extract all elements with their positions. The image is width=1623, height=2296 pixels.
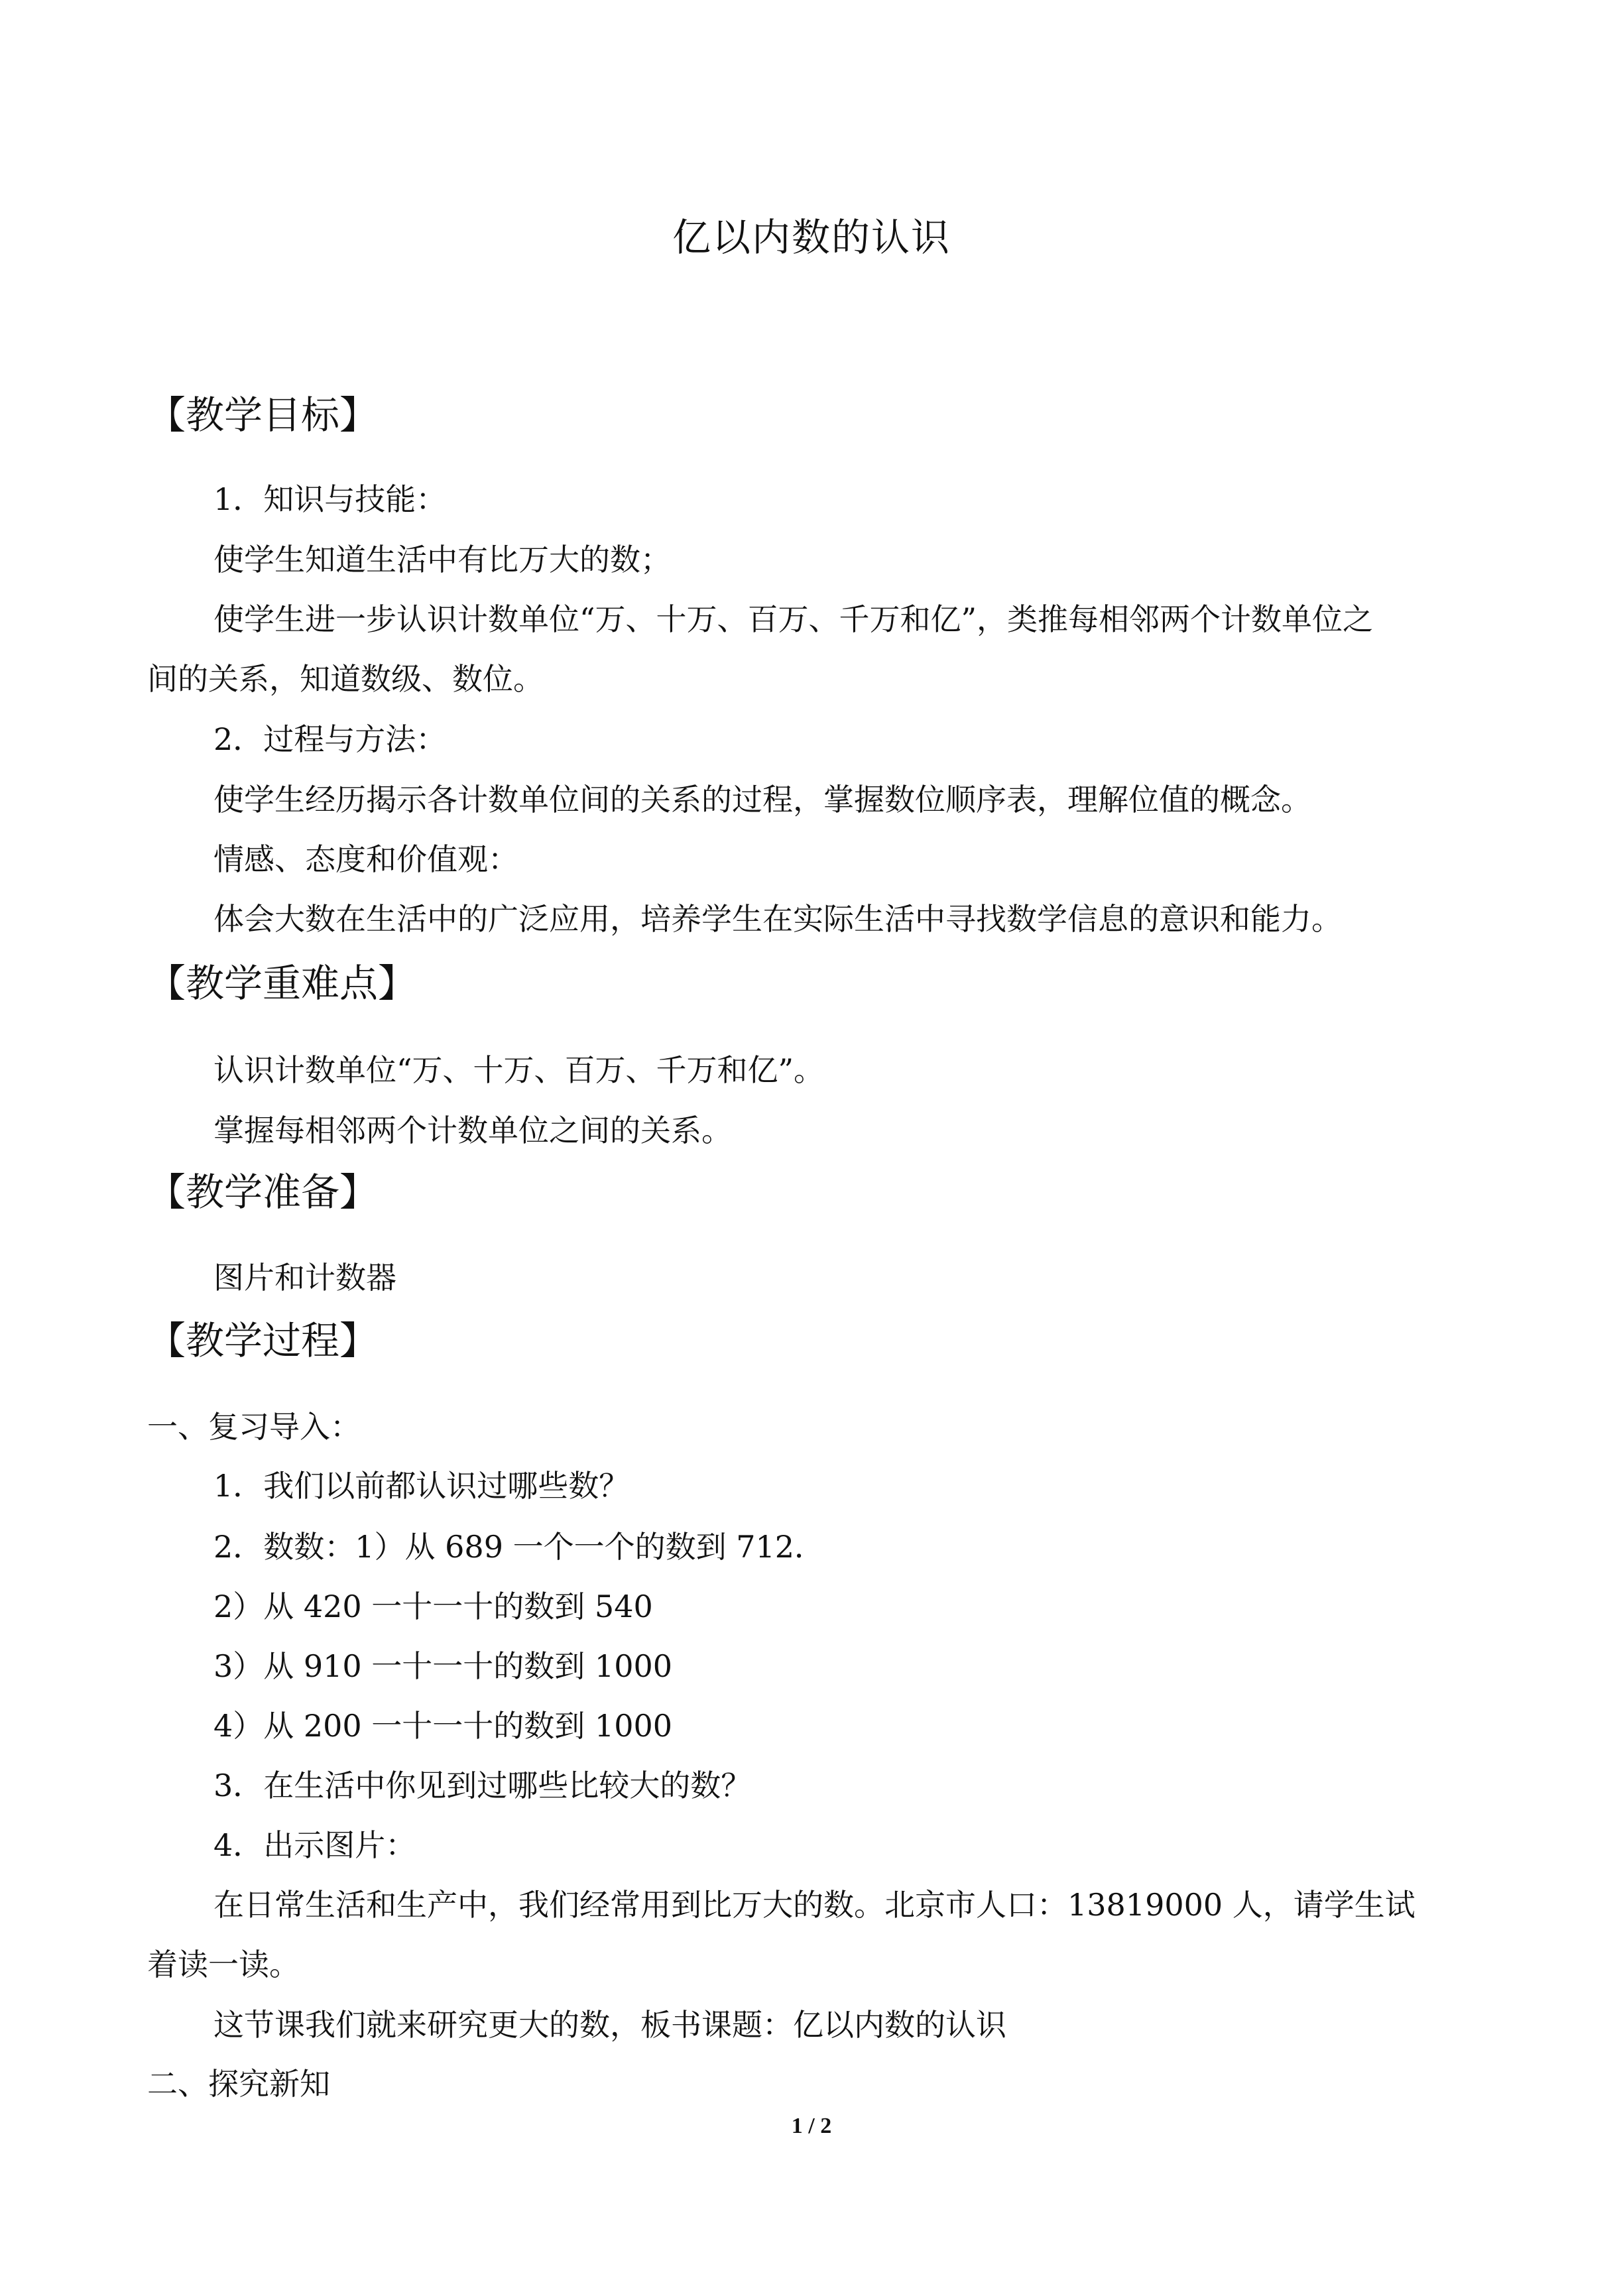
process-line: 这节课我们就来研究更大的数，板书课题：亿以内数的认识 [213,2007,1006,2043]
goals-line: 1．知识与技能： [213,481,447,517]
section-heading-preparation: 【教学准备】 [147,1170,379,1215]
section-heading-process: 【教学过程】 [147,1318,379,1363]
key-points-line: 认识计数单位“万、十万、百万、千万和亿”。 [213,1052,825,1088]
process-line: 在日常生活和生产中，我们经常用到比万大的数。北京市人口：13819000 人，请学生试 [213,1887,1415,1923]
goals-line: 体会大数在生活中的广泛应用，培养学生在实际生活中寻找数学信息的意识和能力。 [213,901,1342,937]
process-line: 3．在生活中你见到过哪些比较大的数？ [213,1768,752,1803]
goals-line: 情感、态度和价值观： [213,841,518,877]
preparation-line: 图片和计数器 [213,1260,396,1296]
section-heading-goals: 【教学目标】 [147,393,379,438]
goals-line: 使学生经历揭示各计数单位间的关系的过程，掌握数位顺序表，理解位值的概念。 [213,782,1311,817]
document-title: 亿以内数的认识 [672,215,951,260]
process-line: 1．我们以前都认识过哪些数？ [213,1468,630,1504]
goals-line: 使学生知道生活中有比万大的数； [213,542,671,577]
goals-line: 间的关系，知道数级、数位。 [147,661,544,697]
process-line: 着读一读。 [147,1947,300,1982]
goals-line: 使学生进一步认识计数单位“万、十万、百万、千万和亿”，类推每相邻两个计数单位之 [213,601,1374,637]
goals-line: 2．过程与方法： [213,721,447,757]
key-points-line: 掌握每相邻两个计数单位之间的关系。 [213,1113,732,1148]
process-line: 二、探究新知 [147,2066,330,2102]
process-line: 4）从 200 一十一十的数到 1000 [213,1708,672,1744]
process-line: 一、复习导入： [147,1409,361,1445]
process-line: 3）从 910 一十一十的数到 1000 [213,1648,672,1684]
process-line: 4．出示图片： [213,1827,416,1863]
process-line: 2）从 420 一十一十的数到 540 [213,1589,653,1624]
process-line: 2．数数：1）从 689 一个一个的数到 712． [213,1529,825,1565]
section-heading-key-points: 【教学重难点】 [147,961,417,1006]
page-number: 1 / 2 [791,2114,832,2138]
